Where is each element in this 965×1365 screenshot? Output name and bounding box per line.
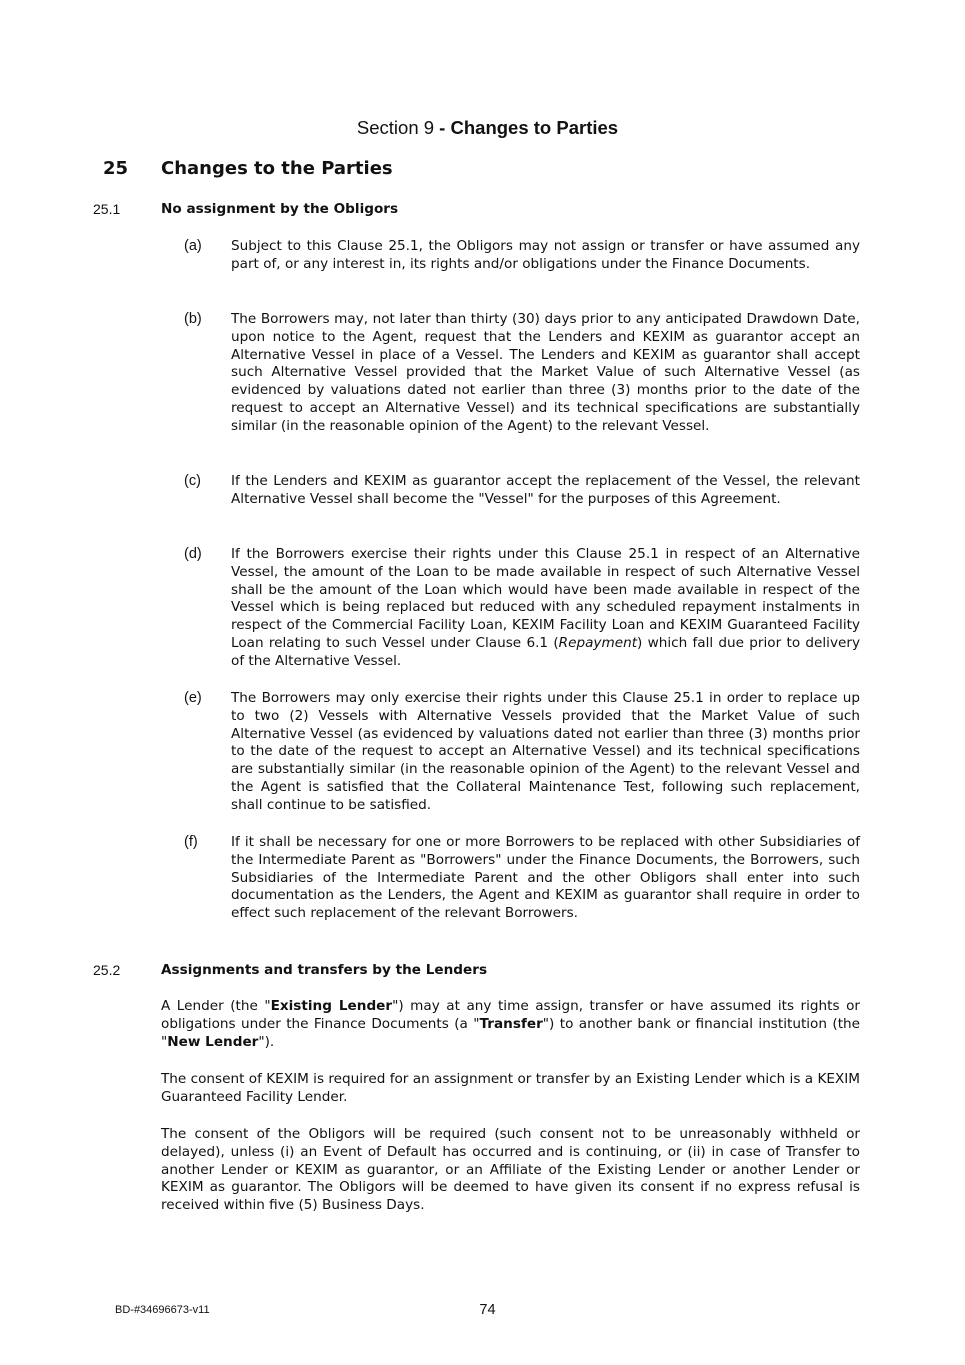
- paragraph-label: (e): [184, 690, 202, 706]
- document-id: BD-#34696673-v11: [115, 1304, 210, 1316]
- obligors-consent-paragraph: The consent of the Obligors will be required (such consent not to be unreasonably withheld or delayed), unless (i) an Event of Default has occurred and is continuing, or (ii) in case of Transfer to another Lender or KEXIM as guarantor, or an Affiliate of the Existing Lender or another Lender or KEXIM as guarantor. The Obligors will be deemed to have given its consent if no express refusal is received within five (5) Business Days.: [161, 1126, 860, 1214]
- paragraph-text: If it shall be necessary for one or more Borrowers to be replaced with other Subsidiaries of the Intermediate Parent as "Borrowers" under the Finance Documents, the Borrowers, such Subsidiaries of the Intermediate Parent and the other Obligors shall enter into such documentation as the Lenders, the Agent and KEXIM as guarantor shall require in order to effect such replacement of the relevant Borrowers.: [231, 834, 860, 922]
- defined-term: Transfer: [479, 1015, 543, 1032]
- paragraph-label: (a): [184, 238, 202, 254]
- paragraph-label: (b): [184, 311, 202, 327]
- paragraph-label: (f): [184, 834, 198, 850]
- transfer-definition-paragraph: A Lender (the "Existing Lender") may at any time assign, transfer or have assumed its rights or obligations under the Finance Documents (a "Transfer") to another bank or financial institution (the "New Lender").: [161, 998, 861, 1050]
- repayment-reference: Repayment: [558, 634, 638, 651]
- subclause-title: No assignment by the Obligors: [161, 201, 399, 217]
- section-title: Changes to Parties: [450, 117, 619, 138]
- kexim-consent-paragraph: The consent of KEXIM is required for an assignment or transfer by an Existing Lender which is a KEXIM Guaranteed Facility Lender.: [161, 1071, 860, 1105]
- paragraph-text: Subject to this Clause 25.1, the Obligors may not assign or transfer or have assumed any part of, or any interest in, its rights and/or obligations under the Finance Documents.: [231, 238, 860, 272]
- paragraph-text: The Borrowers may, not later than thirty (30) days prior to any anticipated Drawdown Date, upon notice to the Agent, request that the Lenders and KEXIM as guarantor accept an Alternative Vessel in place of a Vessel. The Lenders and KEXIM as guarantor shall accept such Alternative Vessel provided that the Market Value of such Alternative Vessel (as evidenced by valuations dated not earlier than three (3) months prior to the date of the request to accept an Alternative Vessel) and its technical specifications are substantially similar (in the reasonable opinion of the Agent) to the relevant Vessel.: [231, 311, 860, 434]
- subclause-title: Assignments and transfers by the Lenders: [161, 962, 488, 978]
- defined-term: Existing Lender: [270, 998, 393, 1014]
- paragraph-label: (c): [184, 473, 201, 489]
- paragraph-label: (d): [184, 546, 202, 562]
- paragraph-text: If the Lenders and KEXIM as guarantor accept the replacement of the Vessel, the relevant Alternative Vessel shall become the "Vessel" for the purposes of this Agreement.: [231, 473, 860, 507]
- section-lead: Section 9 -: [356, 117, 451, 138]
- subclause-number: 25.2: [93, 962, 121, 978]
- paragraph-text: If the Borrowers exercise their rights under this Clause 25.1 in respect of an Alternative Vessel, the amount of the Loan to be made available in respect of such Alternative Vessel shall be the amount of the Loan which would have been made available in respect of the Vessel which is being replaced but reduced with any scheduled repayment instalments in respect of the Commercial Facility Loan, KEXIM Facility Loan and KEXIM Guaranteed Facility Loan relating to such Vessel under Clause 6.1 (Repayment) which fall due prior to delivery of the Alternative Vessel.: [231, 546, 860, 669]
- subclause-number: 25.1: [93, 201, 121, 217]
- page-number: 74: [479, 1302, 496, 1318]
- section-heading: [0, 117, 965, 139]
- clause-number: 25: [103, 158, 129, 179]
- clause-title: Changes to the Parties: [161, 158, 393, 179]
- paragraph-text: The Borrowers may only exercise their rights under this Clause 25.1 in order to replace up to two (2) Vessels with Alternative Vessels provided that the Market Value of such Alternative Vessel (as evidenced by valuations dated not earlier than three (3) months prior to the date of the request to accept an Alternative Vessel) and its technical specifications are substantially similar (in the reasonable opinion of the Agent) to the relevant Vessel and the Agent is satisfied that the Collateral Maintenance Test, following such replacement, shall continue to be satisfied.: [231, 690, 860, 813]
- defined-term: New Lender: [167, 1033, 259, 1050]
